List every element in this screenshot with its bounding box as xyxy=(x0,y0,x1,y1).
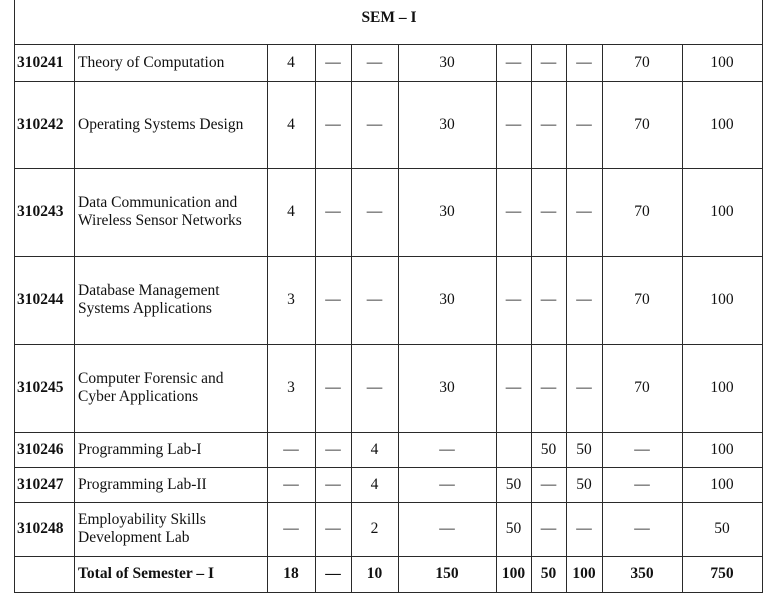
row-divider xyxy=(14,168,763,169)
cell-value: 100 xyxy=(572,565,596,582)
cell-value: 70 xyxy=(634,115,650,133)
table-border-right xyxy=(762,0,763,593)
total-label: Total of Semester – I xyxy=(78,565,215,582)
column-divider xyxy=(496,44,497,593)
empty-cell-dash: — xyxy=(505,53,522,71)
column-divider xyxy=(267,44,268,593)
cell-value: 30 xyxy=(439,291,455,308)
empty-cell-dash: — xyxy=(439,520,455,537)
table-border-bottom xyxy=(14,592,763,593)
empty-cell-dash: — xyxy=(576,203,592,220)
empty-cell-dash: — xyxy=(283,440,299,458)
cell-value: 3 xyxy=(287,379,295,396)
empty-cell-dash: — xyxy=(505,291,522,308)
column-divider xyxy=(682,44,683,593)
cell-value: 4 xyxy=(287,53,295,71)
course-code: 310247 xyxy=(17,475,64,493)
empty-cell-dash: — xyxy=(283,475,299,493)
empty-cell-dash: — xyxy=(325,203,341,220)
empty-cell-dash: — xyxy=(540,379,557,396)
cell-value: 100 xyxy=(710,53,734,71)
empty-cell-dash: — xyxy=(540,115,557,133)
empty-cell-dash: — xyxy=(634,520,650,537)
empty-cell-dash: — xyxy=(505,203,522,220)
row-divider xyxy=(14,467,763,468)
cell-value: 30 xyxy=(439,379,455,396)
empty-cell-dash: — xyxy=(505,115,522,133)
cell-value: 70 xyxy=(634,379,650,396)
empty-cell-dash: — xyxy=(505,379,522,396)
empty-cell-dash: — xyxy=(634,440,650,458)
column-divider xyxy=(398,44,399,593)
course-name: Employability Skills Development Lab xyxy=(78,511,206,546)
column-divider xyxy=(74,44,75,593)
cell-value: 50 xyxy=(505,520,522,537)
cell-value: 150 xyxy=(435,565,459,582)
empty-cell-dash: — xyxy=(439,440,455,458)
empty-cell-dash: — xyxy=(366,115,383,133)
cell-value: 70 xyxy=(634,291,650,308)
cell-value: 10 xyxy=(366,565,383,582)
cell-value: 30 xyxy=(439,203,455,220)
course-code: 310246 xyxy=(17,440,64,458)
empty-cell-dash: — xyxy=(540,520,557,537)
cell-value: 50 xyxy=(540,565,557,582)
table-border-left xyxy=(14,0,15,593)
column-divider xyxy=(351,44,352,593)
sem-title: SEM – I xyxy=(361,9,417,26)
empty-cell-dash: — xyxy=(325,379,341,396)
cell-value: 4 xyxy=(370,440,379,458)
empty-cell-dash: — xyxy=(283,520,299,537)
cell-value: 50 xyxy=(505,475,522,493)
column-divider xyxy=(602,44,603,593)
cell-value: 100 xyxy=(710,203,734,220)
empty-cell-dash: — xyxy=(634,475,650,493)
cell-value: 50 xyxy=(714,520,730,537)
empty-cell-dash: — xyxy=(366,203,383,220)
row-divider xyxy=(14,81,763,82)
cell-value: 50 xyxy=(576,475,592,493)
row-divider xyxy=(14,344,763,345)
empty-cell-dash: — xyxy=(439,475,455,493)
cell-value: 100 xyxy=(501,565,526,582)
cell-value: 30 xyxy=(439,53,455,71)
row-divider xyxy=(14,556,763,557)
empty-cell-dash: — xyxy=(366,291,383,308)
cell-value: 4 xyxy=(287,115,295,133)
empty-cell-dash: — xyxy=(325,520,341,537)
course-name: Database Management Systems Applications xyxy=(78,282,220,317)
empty-cell-dash: — xyxy=(540,203,557,220)
course-name: Programming Lab-II xyxy=(78,475,207,493)
empty-cell-dash: — xyxy=(325,475,341,493)
empty-cell-dash: — xyxy=(576,379,592,396)
cell-value: 100 xyxy=(710,475,734,493)
course-code: 310244 xyxy=(17,291,64,308)
cell-value: 100 xyxy=(710,379,734,396)
cell-value: 2 xyxy=(370,520,379,537)
cell-value: 100 xyxy=(710,115,734,133)
course-code: 310245 xyxy=(17,379,64,396)
cell-value: 4 xyxy=(287,203,295,220)
cell-value: 70 xyxy=(634,203,650,220)
course-name: Programming Lab-I xyxy=(78,440,202,458)
course-name: Data Communication and Wireless Sensor Networks xyxy=(78,194,242,229)
cell-value: 100 xyxy=(710,440,734,458)
cell-value: 18 xyxy=(283,565,299,582)
row-divider xyxy=(14,256,763,257)
cell-value: 350 xyxy=(630,565,654,582)
cell-value: 50 xyxy=(576,440,592,458)
empty-cell-dash: — xyxy=(325,291,341,308)
empty-cell-dash: — xyxy=(325,53,341,71)
cell-value: 50 xyxy=(540,440,557,458)
row-divider xyxy=(14,432,763,433)
cell-value: 70 xyxy=(634,53,650,71)
empty-cell-dash: — xyxy=(325,440,341,458)
empty-cell-dash: — xyxy=(366,53,383,71)
empty-cell-dash: — xyxy=(576,115,592,133)
column-divider xyxy=(531,44,532,593)
empty-cell-dash: — xyxy=(325,565,341,582)
empty-cell-dash: — xyxy=(325,115,341,133)
cell-value: 3 xyxy=(287,291,295,308)
course-code: 310243 xyxy=(17,203,64,220)
empty-cell-dash: — xyxy=(540,291,557,308)
course-code: 310242 xyxy=(17,115,64,133)
empty-cell-dash: — xyxy=(576,53,592,71)
cell-value: 750 xyxy=(710,565,734,582)
column-divider xyxy=(566,44,567,593)
cell-value: 30 xyxy=(439,115,455,133)
column-divider xyxy=(315,44,316,593)
cell-value: 100 xyxy=(710,291,734,308)
row-divider xyxy=(14,44,763,45)
cell-value: 4 xyxy=(370,475,379,493)
empty-cell-dash: — xyxy=(576,291,592,308)
course-name: Theory of Computation xyxy=(78,53,225,71)
empty-cell-dash: — xyxy=(540,475,557,493)
empty-cell-dash: — xyxy=(576,520,592,537)
course-code: 310241 xyxy=(17,53,64,71)
empty-cell-dash: — xyxy=(366,379,383,396)
course-name: Operating Systems Design xyxy=(78,115,244,133)
row-divider xyxy=(14,502,763,503)
course-code: 310248 xyxy=(17,520,64,537)
course-name: Computer Forensic and Cyber Applications xyxy=(78,370,224,405)
empty-cell-dash: — xyxy=(540,53,557,71)
